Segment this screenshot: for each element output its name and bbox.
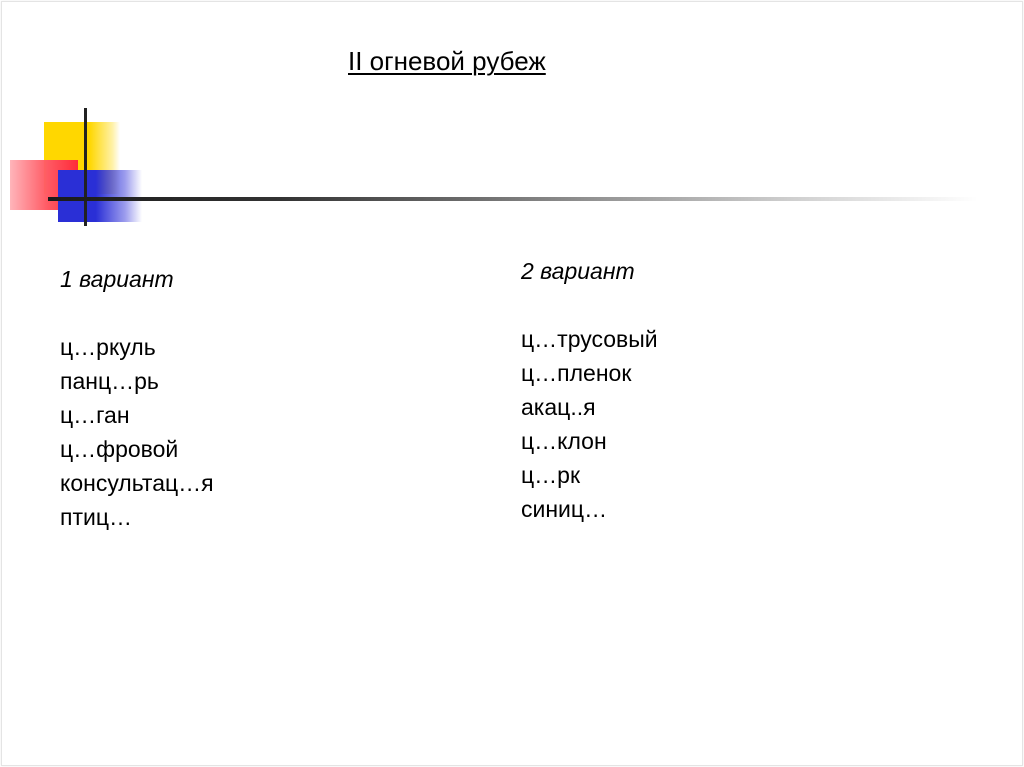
variant-1-word-list (60, 330, 214, 534)
list-item: панц…рь (60, 368, 159, 394)
variant-1-column (60, 262, 214, 534)
slide-title: II огневой рубеж (348, 46, 546, 76)
list-item: ц…ган (60, 402, 130, 428)
list-item: ц…пленок (521, 360, 632, 386)
variant-2-column (521, 254, 658, 526)
red-square-decoration (10, 160, 78, 210)
yellow-square-decoration (44, 122, 120, 194)
decorative-squares (0, 0, 1024, 240)
list-item: синиц… (521, 496, 608, 522)
variant-2-word-list (521, 322, 658, 526)
list-item: ц…рк (521, 462, 581, 488)
vertical-divider-line (84, 108, 87, 226)
list-item: ц…фровой (60, 436, 179, 462)
variant-2-heading: 2 вариант (521, 258, 635, 284)
list-item: ц…клон (521, 428, 607, 454)
list-item: ц…трусовый (521, 326, 658, 352)
horizontal-divider-line (48, 197, 978, 201)
variant-1-heading: 1 вариант (60, 266, 174, 292)
blue-square-decoration (58, 170, 142, 222)
list-item: ц…ркуль (60, 334, 156, 360)
list-item: птиц… (60, 504, 133, 530)
list-item: акац..я (521, 394, 596, 420)
list-item: консультац…я (60, 470, 214, 496)
